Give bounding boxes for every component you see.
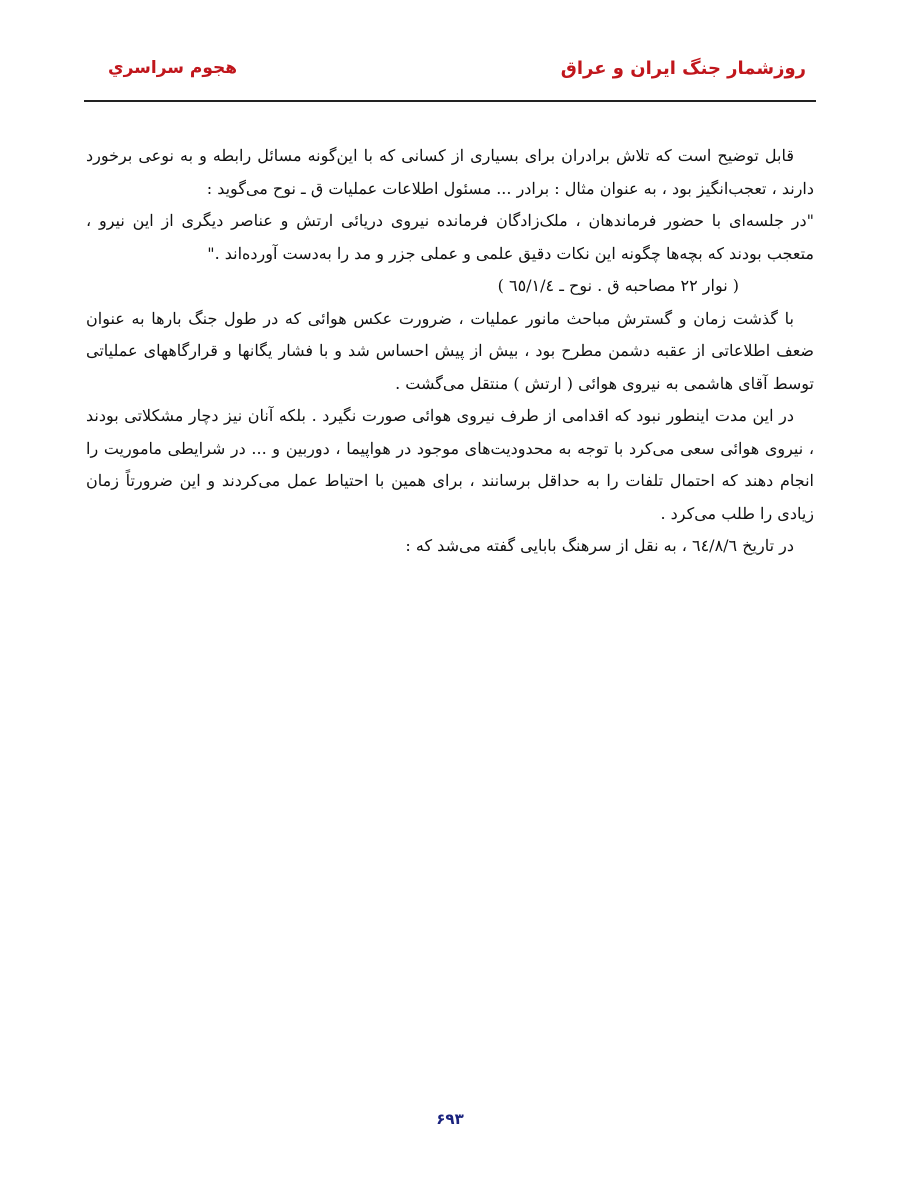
page-body [86,140,814,563]
paragraph-aerial-photo: با گذشت زمان و گسترش مباحث مانور عملیات ، ضرورت عکس هوائی که در طول جنگ بارها به عنوان ضعف اطلاعاتی از عقبه دشمن مطرح بود ، بیش از پیش احساس شد و با فشار یگانها و قرارگاههای عملیاتی توسط آقای هاشمی به نیروی هوائی ( ارتش ) منتقل می‌گشت . [86,308,814,393]
section-title: هجوم سراسري [108,58,238,78]
paragraph-air-force: در این مدت اینطور نبود که اقدامی از طرف نیروی هوائی صورت نگیرد . بلکه آنان نیز دچار مشکلاتی بودند ، نیروی هوائی سعی می‌کرد با توجه به محدودیت‌های موجود در هواپیما ، دوربین و ... در شرایطی ماموریت را انجام دهند که احتمال تلفات را به حداقل برسانند ، برای همین با احتیاط عمل می‌کردند و این ضرورتاً زمان زیادی را طلب می‌کرد . [86,406,814,523]
paragraph-explanation: قابل توضیح است که تلاش برادران برای بسیاری از کسانی که با این‌گونه مسائل رابطه و به نوعی برخورد دارند ، تعجب‌انگیز بود ، به عنوان مثال : برادر ... مسئول اطلاعات عملیات ق ـ نوح می‌گوید : [86,146,814,198]
page-header [84,50,816,102]
quote-citation: ( نوار ۲۲ مصاحبه ق . نوح ـ ٦٥/١/٤ ) [497,276,739,295]
book-title: روزشمار جنگ ایران و عراق [560,58,806,79]
quote-paragraph: "در جلسه‌ای با حضور فرماندهان ، ملک‌زادگان فرمانده نیروی دریائی ارتش و عناصر دیگری از این نیرو ، متعجب بودند که بچه‌ها چگونه این نکات دقیق علمی و عملی جزر و مد را به‌دست آورده‌اند ." [86,211,814,263]
paragraph-date-report: در تاریخ ٦٤/٨/٦ ، به نقل از سرهنگ بابایی گفته می‌شد که : [405,536,794,555]
page-number: ۶۹۳ [436,1110,464,1128]
